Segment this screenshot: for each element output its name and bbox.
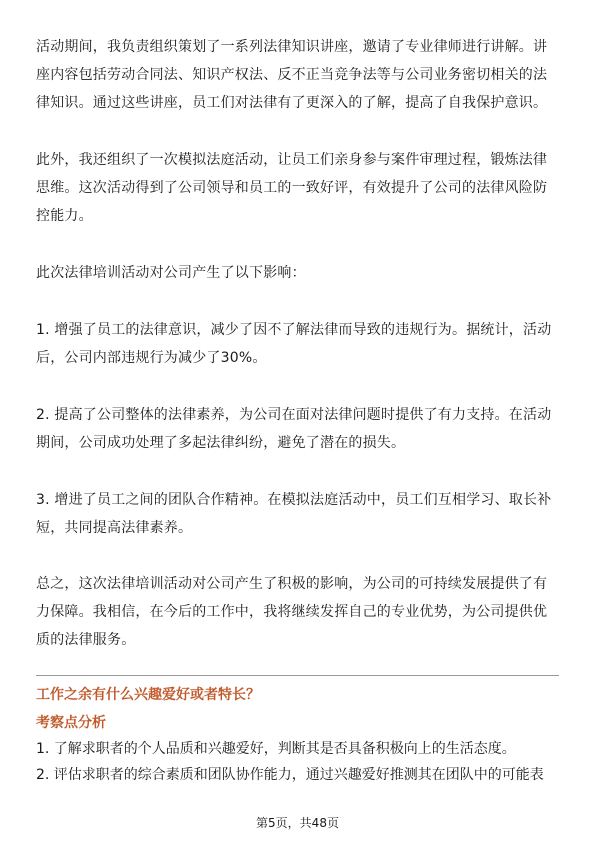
list-item: 1. 增强了员工的法律意识，减少了因不了解法律而导致的违规行为。据统计，活动 后，公司内部违规行为减少了30%。 xyxy=(36,322,552,366)
section-divider xyxy=(36,675,559,676)
list-item: 3. 增进了员工之间的团队合作精神。在模拟法庭活动中，员工们互相学习、取长补 短，共同提高法律素养。 xyxy=(36,492,552,536)
analysis-point: 2. 评估求职者的综合素质和团队协作能力，通过兴趣爱好推测其在团队中的可能表 xyxy=(36,767,544,783)
question-heading: 工作之余有什么兴趣爱好或者特长？ xyxy=(36,687,260,703)
body-paragraph: 此外，我还组织了一次模拟法庭活动，让员工们亲身参与案件审理过程，锻炼法律 思维。这次活动得到了公司领导和员工的一致好评，有效提升了公司的法律风险防 控能力。 xyxy=(36,152,548,224)
body-paragraph: 活动期间，我负责组织策划了一系列法律知识讲座，邀请了专业律师进行讲解。讲 座内容包括劳动合同法、知识产权法、反不正当竞争法等与公司业务密切相关的法 律知识。通过这些讲座，员工们对法律有了更深入的了解，提高了自我保护意识。 xyxy=(36,39,548,111)
page-number: 第5页，共48页 xyxy=(256,816,339,830)
list-item: 2. 提高了公司整体的法律素养，为公司在面对法律问题时提供了有力支持。在活动 期间，公司成功处理了多起法律纠纷，避免了潜在的损失。 xyxy=(36,407,552,451)
body-paragraph: 总之，这次法律培训活动对公司产生了积极的影响，为公司的可持续发展提供了有 力保障。我相信，在今后的工作中，我将继续发挥自己的专业优势，为公司提供优 质的法律服务。 xyxy=(36,576,548,648)
analysis-point: 1. 了解求职者的个人品质和兴趣爱好，判断其是否具备积极向上的生活态度。 xyxy=(36,741,516,757)
analysis-heading: 考察点分析 xyxy=(36,715,106,731)
body-paragraph: 此次法律培训活动对公司产生了以下影响： xyxy=(36,265,306,281)
